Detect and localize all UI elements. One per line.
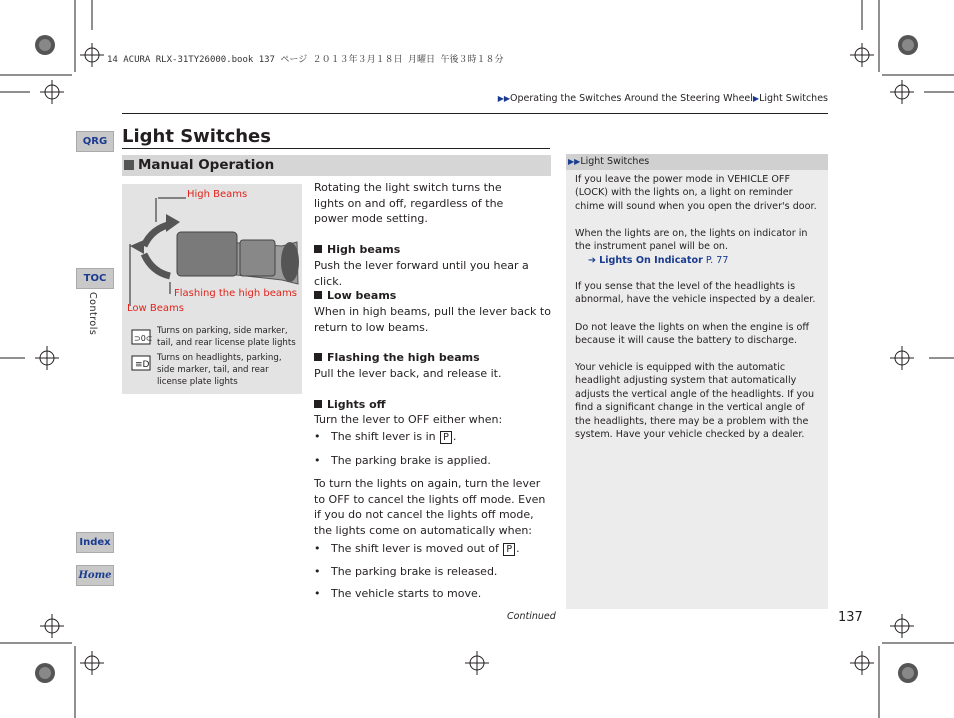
section-heading bbox=[122, 155, 551, 176]
heading-low-beams: Low beams bbox=[314, 288, 552, 304]
note-icon: ▶▶ bbox=[568, 157, 581, 166]
svg-text:⊃0⊂: ⊃0⊂ bbox=[134, 334, 153, 343]
heading-lights-off: Lights off bbox=[314, 397, 552, 413]
text-low-beams: When in high beams, pull the lever back to return to low beams. bbox=[314, 305, 551, 334]
note-p5: Your vehicle is equipped with the automatic headlight adjusting system that automatically adjusts the vertical angle of the headlights. If you find a significant change in the vertical angle of the headlights, there may be a problem with the system. Have your vehicle checked by a dealer. bbox=[575, 362, 815, 441]
svg-text:≡D: ≡D bbox=[135, 360, 150, 370]
title-rule bbox=[122, 148, 550, 149]
heading-high-beams: High beams bbox=[314, 242, 552, 258]
arrow-icon: ▶ bbox=[752, 94, 760, 103]
link-arrow-icon: ➔ bbox=[588, 255, 597, 266]
bullet-brake-applied: • The parking brake is applied. bbox=[314, 454, 491, 467]
text-on-again: To turn the lights on again, turn the lever to OFF to cancel the lights off mode. Even if you do not cancel the lights off mode, the lights come on automatically when: bbox=[314, 477, 546, 537]
label-high-beams: High Beams bbox=[187, 189, 248, 200]
p-key-icon: P bbox=[503, 543, 515, 556]
breadcrumb-part2[interactable]: Light Switches bbox=[759, 93, 828, 104]
text-flashing: Pull the lever back, and release it. bbox=[314, 367, 502, 380]
bullet-vehicle-moves: • The vehicle starts to move. bbox=[314, 587, 482, 600]
index-button[interactable]: Index bbox=[76, 532, 114, 553]
note-link[interactable]: ➔ Lights On Indicator P. 77 bbox=[588, 255, 729, 266]
breadcrumb-part1[interactable]: Operating the Switches Around the Steering Wheel bbox=[510, 93, 753, 104]
bullet-shift-in-p: • The shift lever is in P . bbox=[314, 430, 457, 443]
p-key-icon: P bbox=[440, 431, 452, 444]
heading-flashing: Flashing the high beams bbox=[314, 350, 552, 366]
section-marker-icon bbox=[124, 160, 134, 170]
page-title: Light Switches bbox=[122, 126, 271, 147]
qrg-button[interactable]: QRG bbox=[76, 131, 114, 152]
print-header: 14 ACURA RLX-31TY26000.book 137 ページ ２０１３年３月１８日 月曜日 午後３時１８分 bbox=[107, 55, 504, 65]
note-p1: If you leave the power mode in VEHICLE OFF (LOCK) with the lights on, a light on reminder chime will sound when you open the driver's door. bbox=[575, 174, 817, 212]
continued-label: Continued bbox=[507, 611, 556, 622]
double-arrow-icon: ▶▶ bbox=[497, 94, 511, 103]
intro-text: Rotating the light switch turns the lights on and off, regardless of the power mode setting. bbox=[314, 181, 504, 225]
breadcrumb bbox=[498, 93, 828, 104]
note-p2: When the lights are on, the lights on indicator in the instrument panel will be on. bbox=[575, 228, 808, 253]
note-p4: Do not leave the lights on when the engine is off because it will cause the battery to discharge. bbox=[575, 322, 809, 347]
legend-headlights: Turns on headlights, parking, side marker, tail, and rear license plate lights bbox=[157, 353, 282, 387]
note-p3: If you sense that the level of the headlights is abnormal, have the vehicle inspected by a dealer. bbox=[575, 281, 816, 306]
bullet-shift-out-p: • The shift lever is moved out of P . bbox=[314, 542, 520, 555]
notes-header: ▶▶Light Switches bbox=[566, 154, 828, 170]
toc-button[interactable]: TOC bbox=[76, 268, 114, 289]
bullet-brake-released: • The parking brake is released. bbox=[314, 565, 498, 578]
page-number: 137 bbox=[838, 610, 863, 625]
lever-figure bbox=[122, 184, 302, 394]
chapter-label: Controls bbox=[87, 292, 98, 336]
label-flashing: Flashing the high beams bbox=[174, 288, 297, 299]
label-low-beams: Low Beams bbox=[127, 303, 184, 314]
legend-parking-lights: Turns on parking, side marker, tail, and rear license plate lights bbox=[157, 326, 296, 348]
section-title: Manual Operation bbox=[138, 157, 275, 173]
text-high-beams: Push the lever forward until you hear a click. bbox=[314, 259, 529, 288]
text-lights-off: Turn the lever to OFF either when: bbox=[314, 413, 503, 426]
home-button[interactable]: Home bbox=[76, 565, 114, 586]
header-rule bbox=[122, 113, 828, 114]
